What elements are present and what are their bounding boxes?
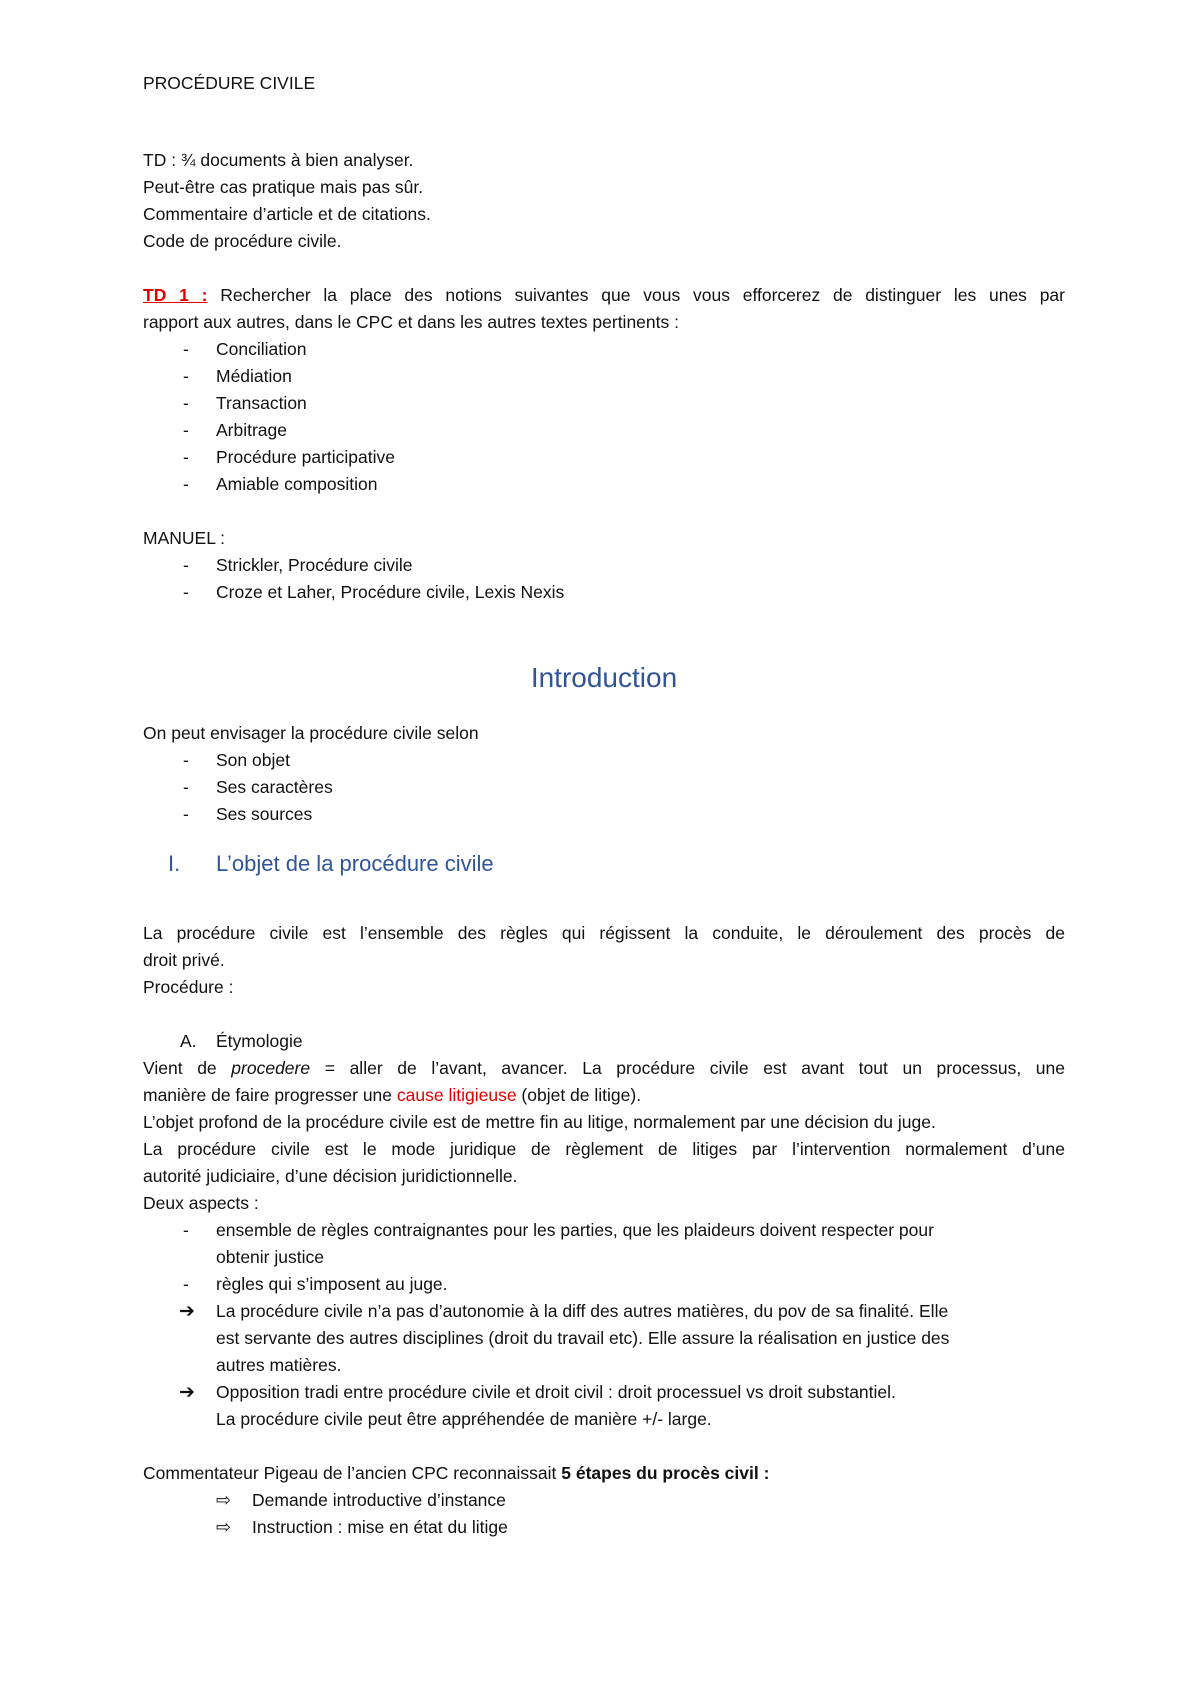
step-text: Demande introductive d’instance — [252, 1490, 506, 1510]
list-item — [143, 579, 564, 606]
arrow-continuation: est servante des autres disciplines (droit du travail etc). Elle assure la réalisation en justice des — [216, 1328, 950, 1348]
dash-bullet: - — [183, 1274, 189, 1294]
dash-bullet: - — [183, 474, 189, 494]
intro-item: Ses caractères — [216, 777, 333, 797]
td-info-line-2: Peut-être cas pratique mais pas sûr. — [143, 177, 424, 197]
list-item — [143, 417, 287, 444]
definition-line-2: droit privé. — [143, 950, 225, 970]
td1-paragraph-line-1 — [143, 282, 1065, 309]
mode-juridique-line-2: autorité judiciaire, d’une décision juridictionnelle. — [143, 1166, 518, 1186]
arrow-item — [143, 1298, 948, 1325]
dash-bullet: - — [183, 366, 189, 386]
aspects-label: Deux aspects : — [143, 1193, 259, 1213]
subsection-title: Étymologie — [216, 1031, 303, 1051]
introduction-title: Introduction — [530, 662, 678, 693]
dash-bullet: - — [183, 804, 189, 824]
list-item — [143, 471, 377, 498]
dash-bullet: - — [183, 582, 189, 602]
arrow-text: Opposition tradi entre procédure civile et droit civil : droit processuel vs droit substantiel. — [216, 1382, 896, 1402]
etymology-line-2 — [143, 1082, 641, 1109]
text-run: = aller de l’avant, avancer. La procédure civile est avant tout un processus, une — [310, 1058, 1066, 1078]
subsection-heading — [143, 1028, 303, 1055]
text-run: (objet de litige). — [516, 1085, 642, 1105]
intro-item: Ses sources — [216, 804, 313, 824]
dash-bullet: - — [183, 393, 189, 413]
list-item — [143, 747, 290, 774]
text-run: manière de faire progresser une — [143, 1085, 397, 1105]
dash-bullet: - — [183, 339, 189, 359]
mode-juridique-line-1: La procédure civile est le mode juridique de règlement de litiges par l’intervention normalement d’une — [143, 1139, 1065, 1159]
dash-bullet: - — [183, 1220, 189, 1240]
procedure-label: Procédure : — [143, 977, 234, 997]
manuel-label: MANUEL : — [143, 528, 226, 548]
list-item — [143, 552, 412, 579]
list-item — [143, 774, 333, 801]
arrow-continuation: autres matières. — [216, 1355, 342, 1375]
etymology-line-1 — [143, 1055, 1065, 1082]
aspect-text: règles qui s’imposent au juge. — [216, 1274, 448, 1294]
intro-lead: On peut envisager la procédure civile selon — [143, 723, 479, 743]
hollow-arrow-icon: ⇨ — [216, 1517, 232, 1537]
arrow-item — [143, 1379, 896, 1406]
td-info-line-3: Commentaire d’article et de citations. — [143, 204, 431, 224]
dash-bullet: - — [183, 555, 189, 575]
dash-bullet: - — [183, 777, 189, 797]
list-item — [143, 801, 312, 828]
dash-bullet: - — [183, 420, 189, 440]
notion-item: Transaction — [216, 393, 307, 413]
list-item — [143, 390, 307, 417]
section-heading — [143, 848, 494, 880]
text-run: Vient de — [143, 1058, 232, 1078]
bold-text: 5 étapes du procès civil : — [561, 1463, 770, 1483]
step-item — [216, 1514, 508, 1541]
step-item — [216, 1487, 506, 1514]
dash-bullet: - — [183, 447, 189, 467]
td1-label: TD 1 : — [143, 285, 208, 305]
section-number: I. — [168, 851, 181, 876]
list-item — [143, 363, 292, 390]
td1-paragraph-line-2: rapport aux autres, dans le CPC et dans les autres textes pertinents : — [143, 312, 679, 332]
page-header-title: PROCÉDURE CIVILE — [143, 73, 316, 93]
td-info-line-1: TD : ¾ documents à bien analyser. — [143, 150, 414, 170]
right-arrow-icon: ➔ — [179, 1382, 195, 1403]
list-item — [143, 1217, 934, 1244]
intro-item: Son objet — [216, 750, 290, 770]
subsection-number: A. — [180, 1031, 197, 1051]
notion-item: Arbitrage — [216, 420, 288, 440]
td1-text: Rechercher la place des notions suivantes que vous vous efforcerez de distinguer les unes par — [207, 285, 1065, 305]
arrow-continuation: La procédure civile peut être appréhendée de manière +/- large. — [216, 1409, 712, 1429]
manuel-item: Strickler, Procédure civile — [216, 555, 413, 575]
latin-term: procedere — [231, 1058, 311, 1078]
notion-item: Médiation — [216, 366, 292, 386]
notion-item: Procédure participative — [216, 447, 395, 467]
list-item — [143, 336, 306, 363]
pigeau-line — [143, 1460, 769, 1487]
arrow-text: La procédure civile n’a pas d’autonomie à la diff des autres matières, du pov de sa finalité. Elle — [216, 1301, 949, 1321]
right-arrow-icon: ➔ — [179, 1301, 195, 1322]
definition-line-1: La procédure civile est l’ensemble des règles qui régissent la conduite, le déroulement des procès de — [143, 923, 1065, 943]
list-item — [143, 444, 395, 471]
step-text: Instruction : mise en état du litige — [252, 1517, 508, 1537]
text-run: Commentateur Pigeau de l’ancien CPC reconnaissait — [143, 1463, 562, 1483]
hollow-arrow-icon: ⇨ — [216, 1490, 232, 1510]
notion-item: Amiable composition — [216, 474, 378, 494]
objet-profond-line: L’objet profond de la procédure civile est de mettre fin au litige, normalement par une décision du juge. — [143, 1112, 936, 1132]
list-item — [143, 1271, 448, 1298]
section-title: L’objet de la procédure civile — [216, 851, 494, 876]
td-info-line-4: Code de procédure civile. — [143, 231, 342, 251]
dash-bullet: - — [183, 750, 189, 770]
manuel-item: Croze et Laher, Procédure civile, Lexis Nexis — [216, 582, 565, 602]
aspect-text: ensemble de règles contraignantes pour les parties, que les plaideurs doivent respecter pour — [216, 1220, 934, 1240]
notion-item: Conciliation — [216, 339, 307, 359]
aspect-continuation: obtenir justice — [216, 1247, 324, 1267]
highlighted-term: cause litigieuse — [396, 1085, 517, 1105]
